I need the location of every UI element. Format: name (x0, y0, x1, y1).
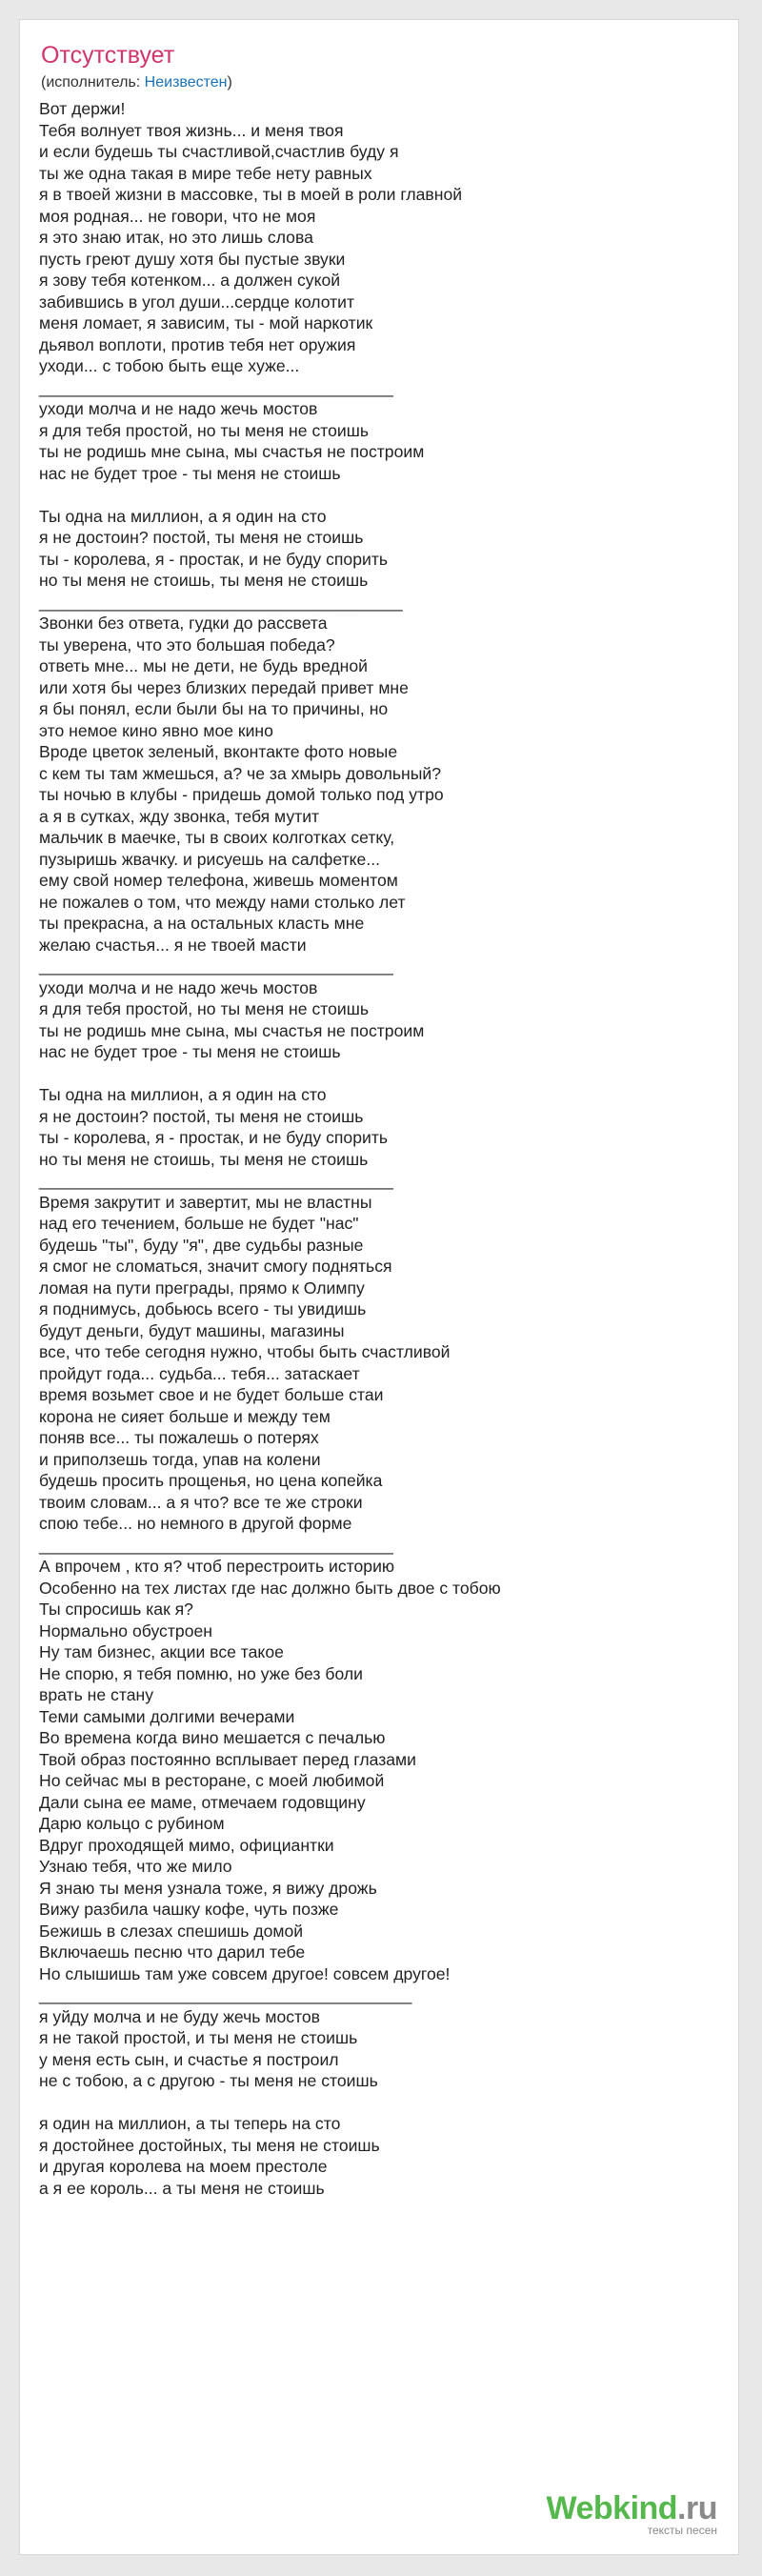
lyric-line: пройдут года... судьба... тебя... затаскает (39, 1363, 360, 1383)
lyric-line: Я знаю ты меня узнала тоже, я вижу дрожь (39, 1878, 377, 1898)
lyric-line: не с тобою, а с другою - ты меня не стоишь (39, 2071, 378, 2090)
lyric-line: или хотя бы через близких передай привет мне (39, 677, 409, 697)
lyric-line: Но сейчас мы в ресторане, с моей любимой (39, 1771, 385, 1790)
lyric-line: дьявол воплоти, против тебя нет оружия (39, 334, 356, 354)
lyric-line: я смог не сломаться, значит смогу подняться (39, 1257, 392, 1276)
lyric-blank-line (39, 484, 706, 506)
lyric-line: и другая королева на моем престоле (39, 2157, 328, 2176)
lyric-divider: ______________________________________ (39, 1171, 393, 1190)
lyric-line: а я в сутках, жду звонка, тебя мутит (39, 806, 320, 826)
lyric-line: я это знаю итак, но это лишь слова (39, 228, 313, 247)
lyric-line: я бы понял, если были бы на то причины, но (39, 699, 389, 718)
lyric-line: ты же одна такая в мире тебе нету равных (39, 163, 372, 183)
lyric-line: я не достоин? постой, ты меня не стоишь (39, 1106, 364, 1126)
lyric-divider: ________________________________________ (39, 1985, 412, 2004)
lyric-line: Но слышишь там уже совсем другое! совсем другое! (39, 1963, 451, 1983)
lyric-line: нас не будет трое - ты меня не стоишь (39, 1042, 341, 1061)
logo-brand: Webkind (546, 2490, 678, 2526)
lyric-line: и если будешь ты счастливой,счастлив буду я (39, 142, 399, 161)
lyric-line: я достойнее достойных, ты меня не стоишь (39, 2135, 380, 2155)
artist-link[interactable]: Неизвестен (144, 74, 228, 91)
lyric-line: я зову тебя котенком... а должен сукой (39, 271, 341, 290)
lyric-line: я уйду молча и не буду жечь мостов (39, 2006, 321, 2026)
lyric-line: Вдруг проходящей мимо, официантки (39, 1835, 334, 1855)
lyric-line: ты - королева, я - простак, и не буду спорить (39, 549, 389, 569)
lyric-divider: ______________________________________ (39, 956, 393, 976)
lyric-line: нас не будет трое - ты меня не стоишь (39, 463, 341, 483)
lyric-line: будешь "ты", буду "я", две судьбы разные (39, 1235, 364, 1255)
lyric-line: меня ломает, я зависим, ты - мой наркотик (39, 313, 373, 332)
lyric-line: а я ее король... а ты меня не стоишь (39, 2178, 325, 2198)
lyric-line: все, что тебе сегодня нужно, чтобы быть счастливой (39, 1342, 451, 1361)
lyric-blank-line (39, 2092, 706, 2114)
lyric-line: Бежишь в слезах спешишь домой (39, 1921, 304, 1941)
lyrics-body (39, 98, 706, 2199)
artist-line (41, 73, 232, 92)
lyric-line: пусть греют душу хотя бы пустые звуки (39, 249, 346, 269)
lyric-line: Вижу разбила чашку кофе, чуть позже (39, 1900, 339, 1919)
lyric-line: не пожалев о том, что между нами столько лет (39, 892, 406, 912)
lyric-line: ему свой номер телефона, живешь моментом (39, 871, 398, 890)
lyric-line: Ты спросишь как я? (39, 1600, 193, 1619)
lyric-line: Вот держи! (39, 99, 126, 118)
lyric-line: я для тебя простой, но ты меня не стоишь (39, 999, 369, 1018)
lyric-line: Теми самыми долгими вечерами (39, 1706, 295, 1726)
lyric-line: уходи молча и не надо жечь мостов (39, 977, 318, 997)
lyric-line: это немое кино явно мое кино (39, 720, 273, 740)
lyric-line: время возьмет свое и не будет больше стаи (39, 1385, 384, 1404)
lyric-line: Дарю кольцо с рубином (39, 1814, 225, 1833)
lyric-line: Узнаю тебя, что же мило (39, 1857, 232, 1876)
lyric-line: Звонки без ответа, гудки до рассвета (39, 614, 328, 633)
lyric-line: забившись в угол души...сердце колотит (39, 292, 355, 312)
lyric-line: но ты меня не стоишь, ты меня не стоишь (39, 571, 369, 590)
lyric-line: ты не родишь мне сына, мы счастья не построим (39, 1020, 425, 1040)
lyric-line: Включаешь песню что дарил тебе (39, 1942, 306, 1962)
lyric-blank-line (39, 1063, 706, 1085)
lyric-line: мальчик в маечке, ты в своих колготках сетку, (39, 828, 395, 847)
lyric-line: Ты одна на миллион, а я один на сто (39, 1085, 327, 1104)
lyric-line: Ну там бизнес, акции все такое (39, 1642, 284, 1661)
lyric-line: с кем ты там жмешься, а? че за хмырь довольный? (39, 763, 442, 783)
lyric-line: будут деньги, будут машины, магазины (39, 1320, 345, 1340)
logo-tld: .ru (677, 2490, 717, 2526)
lyrics-card (19, 19, 739, 2555)
lyric-line: желаю счастья... я не твоей масти (39, 935, 307, 955)
artist-prefix: (исполнитель: (41, 74, 145, 91)
lyric-line: уходи... с тобою быть еще хуже... (39, 356, 300, 375)
lyric-line: твоим словам... а я что? все те же строки (39, 1492, 363, 1512)
lyric-line: поняв все... ты пожалешь о потерях (39, 1428, 319, 1447)
lyric-line: Во времена когда вино мешается с печалью (39, 1728, 386, 1747)
lyric-line: над его течением, больше не будет "нас" (39, 1214, 359, 1233)
lyric-line: ты прекрасна, а на остальных класть мне (39, 914, 365, 933)
artist-suffix: ) (227, 74, 232, 91)
lyric-line: Время закрутит и завертит, мы не властны (39, 1192, 372, 1212)
lyric-line: Не спорю, я тебя помню, но уже без боли (39, 1663, 363, 1683)
lyric-line: будешь просить прощенья, но цена копейка (39, 1471, 383, 1490)
lyric-line: у меня есть сын, и счастье я построил (39, 2049, 339, 2069)
lyric-line: А впрочем , кто я? чтоб перестроить историю (39, 1557, 395, 1576)
lyric-line: Вроде цветок зеленый, вконтакте фото новые (39, 742, 398, 761)
lyric-line: моя родная... не говори, что не моя (39, 206, 316, 226)
site-logo[interactable] (547, 2491, 718, 2537)
lyric-line: спою тебе... но немного в другой форме (39, 1514, 352, 1533)
lyric-line: пузыришь жвачку. и рисуешь на салфетке... (39, 849, 380, 869)
logo-wordmark (547, 2491, 718, 2526)
lyric-line: Особенно на тех листах где нас должно быть двое с тобою (39, 1578, 501, 1598)
song-title: Отсутствует (41, 42, 175, 69)
lyric-line: ответь мне... мы не дети, не будь вредной (39, 656, 368, 675)
lyric-line: ты - королева, я - простак, и не буду спорить (39, 1128, 389, 1147)
lyric-line: но ты меня не стоишь, ты меня не стоишь (39, 1149, 369, 1169)
lyric-line: Ты одна на миллион, а я один на сто (39, 506, 327, 526)
lyric-line: я не такой простой, и ты меня не стоишь (39, 2028, 358, 2047)
lyric-line: врать не стану (39, 1685, 153, 1704)
lyric-line: я поднимусь, добьюсь всего - ты увидишь (39, 1299, 367, 1318)
lyric-line: ты уверена, что это большая победа? (39, 634, 335, 654)
lyric-line: Нормально обустроен (39, 1620, 212, 1640)
lyric-line: ты не родишь мне сына, мы счастья не построим (39, 442, 425, 461)
lyric-line: и приползешь тогда, упав на колени (39, 1449, 321, 1469)
lyric-line: я один на миллион, а ты теперь на сто (39, 2114, 341, 2133)
lyric-line: уходи молча и не надо жечь мостов (39, 399, 318, 418)
lyric-line: я не достоин? постой, ты меня не стоишь (39, 528, 364, 547)
lyric-divider: ______________________________________ (39, 377, 393, 397)
lyric-line: я для тебя простой, но ты меня не стоишь (39, 420, 369, 440)
lyric-line: корона не сияет больше и между тем (39, 1406, 331, 1426)
lyric-line: Твой образ постоянно всплывает перед глазами (39, 1749, 416, 1769)
lyric-divider: _______________________________________ (39, 592, 403, 612)
lyric-line: Дали сына ее маме, отмечаем годовщину (39, 1792, 366, 1812)
lyric-line: ты ночью в клубы - придешь домой только под утро (39, 785, 444, 804)
logo-tagline: тексты песен (647, 2524, 717, 2537)
lyric-line: Тебя волнует твоя жизнь... и меня твоя (39, 120, 344, 140)
lyric-divider: ______________________________________ (39, 1535, 393, 1555)
lyric-line: ломая на пути преграды, прямо к Олимпу (39, 1278, 365, 1298)
lyric-line: я в твоей жизни в массовке, ты в моей в роли главной (39, 185, 463, 204)
